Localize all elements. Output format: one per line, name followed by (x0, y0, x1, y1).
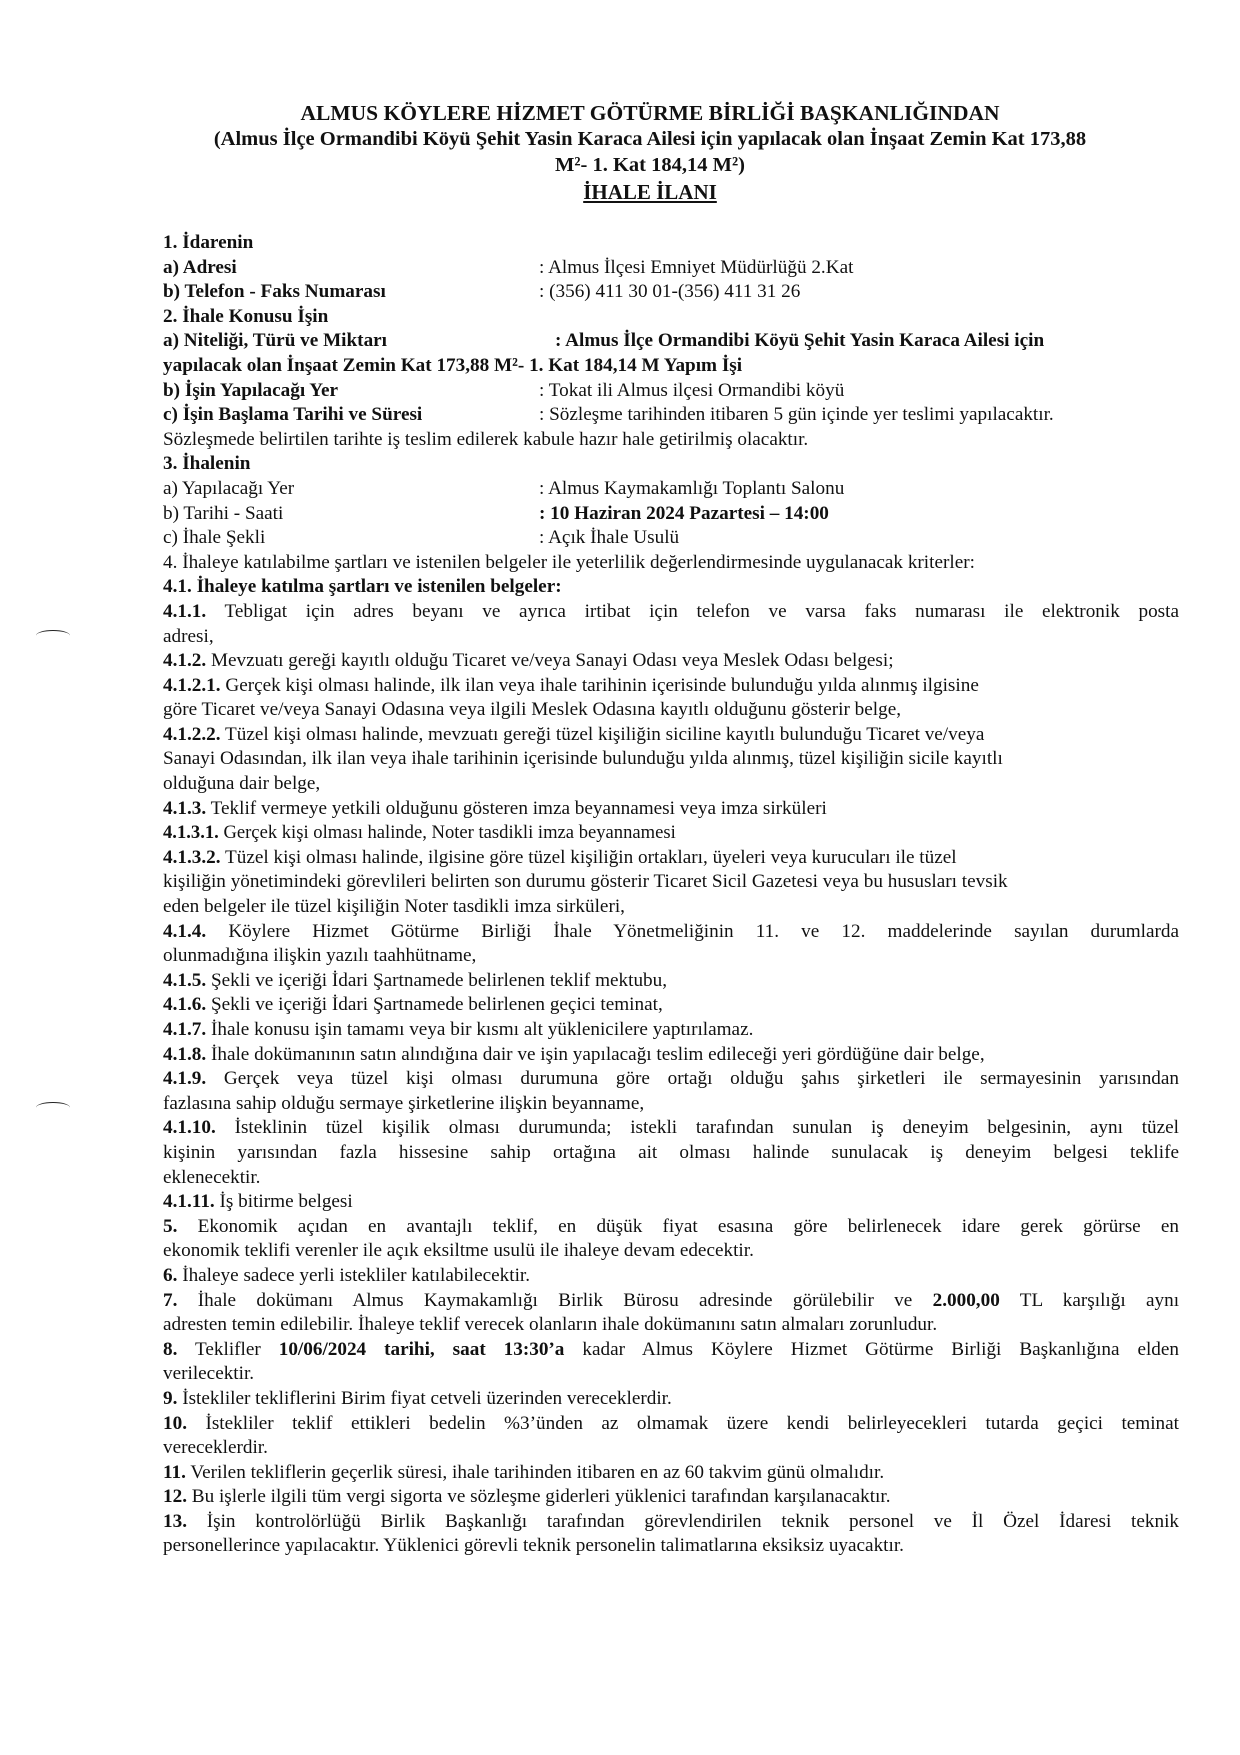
list-item (163, 1215, 1179, 1240)
list-item (163, 1289, 1179, 1314)
item-text: Şekli ve içeriği İdari Şartnamede belirlenen geçici teminat, (210, 994, 663, 1016)
item-number: 4.1.5. (163, 969, 207, 991)
item-number: 6. (163, 1264, 178, 1286)
section-intro: 4. İhaleye katılabilme şartları ve istenilen belgeler ile yeterlilik değerlendirmesinde uygulanacak kriterler: (163, 551, 975, 573)
item-number: 12. (163, 1486, 187, 1508)
item-text-cont: ekonomik teklifi verenler ile açık eksiltme usulü ile ihaleye devam edecektir. (163, 1240, 754, 1262)
item-text-cont: eklenecektir. (163, 1166, 261, 1188)
field-value-cont: Sözleşmede belirtilen tarihte iş teslim edilerek kabule hazır hale getirilmiş olacaktır. (163, 428, 809, 450)
item-text: İhale dokümanının satın alındığına dair ve işin yapılacağı teslim edileceği yeri gördüğüne dair belge, (210, 1043, 985, 1065)
list-item (163, 600, 1179, 625)
item-text-cont: olduğuna dair belge, (163, 773, 321, 795)
item-text: Şekli ve içeriği İdari Şartnamede belirlenen teklif mektubu, (210, 969, 668, 991)
item-number: 4.1.9. (163, 1068, 207, 1090)
field-value: : (356) 411 30 01-(356) 411 31 26 (539, 281, 801, 303)
item-number: 5. (163, 1215, 178, 1237)
list-item (163, 674, 1179, 699)
item-text: Tüzel kişi olması halinde, ilgisine göre tüzel kişiliğin ortakları, üyeleri veya kurucuları ile tüzel (225, 846, 957, 868)
list-item (163, 920, 1179, 945)
item-text: Tüzel kişi olması halinde, mevzuatı gereği tüzel kişiliğin siciline kayıtlı bulunduğu Ticaret ve/veya (225, 723, 985, 745)
item-text-cont: göre Ticaret ve/veya Sanayi Odasına veya ilgili Meslek Odasına kayıtlı olduğunu gösterir belge, (163, 699, 902, 721)
list-item (163, 1190, 1179, 1215)
item-number: 4.1.3.1. (163, 822, 219, 844)
list-item (163, 1338, 1179, 1363)
subject-line-cont: M²- 1. Kat 184,14 M²) (555, 154, 745, 176)
item-text: Verilen tekliflerin geçerlik süresi, ihale tarihinden itibaren en az 60 takvim günü olmalıdır. (190, 1461, 885, 1483)
list-item (163, 1043, 1179, 1068)
item-text: İhale konusu işin tamamı veya bir kısmı alt yüklenicilere yaptırılamaz. (210, 1019, 754, 1040)
field-row (163, 477, 1179, 502)
item-number: 9. (163, 1387, 178, 1409)
item-text: İstekliler tekliflerini Birim fiyat cetveli üzerinden vereceklerdir. (182, 1387, 672, 1409)
list-item (163, 649, 1179, 674)
item-text-cont: adresi, (163, 625, 214, 647)
field-label: b) Tarihi - Saati (163, 502, 284, 524)
item-text-cont: kişinin yarısından fazla hissesine sahip ortağına ait olması halinde sunulacak iş deneyim belgesi teklife (163, 1141, 1179, 1163)
item-number: 4.1.3. (163, 797, 207, 819)
field-label: a) Niteliği, Türü ve Miktarı (163, 330, 388, 352)
item-number: 4.1.10. (163, 1117, 216, 1139)
item-text-cont: kişiliğin yönetimindeki görevlileri belirten son durumu gösterir Ticaret Sicil Gazetesi veya bu hususları tevsik (163, 871, 1008, 893)
item-text-cont: verilecektir. (163, 1363, 255, 1385)
announcement-title: İHALE İLANI (583, 180, 717, 204)
deadline-date: 10/06/2024 tarihi, saat 13:30’a (278, 1338, 565, 1360)
item-text-cont: adresten temin edilebilir. İhaleye teklif verecek olanların ihale dokümanını satın almaları zorunludur. (163, 1314, 938, 1336)
field-row (163, 526, 1179, 551)
item-number: 4.1.6. (163, 994, 207, 1016)
field-label: a) Yapılacağı Yer (163, 477, 295, 499)
subsection-heading: 4.1. İhaleye katılma şartları ve istenilen belgeler: (163, 576, 562, 598)
item-number: 4.1.11. (163, 1191, 215, 1213)
field-label: c) İhale Şekli (163, 527, 266, 549)
item-text: Teklif vermeye yetkili olduğunu gösteren imza beyannamesi veya imza sirküleri (210, 797, 827, 819)
list-item (163, 993, 1179, 1018)
field-value: : Almus İlçesi Emniyet Müdürlüğü 2.Kat (539, 256, 854, 278)
item-text: Gerçek veya tüzel kişi olması durumuna göre ortağı olduğu şahıs şirketleri ile sermayesinin yarısından (223, 1068, 1179, 1090)
document-body (163, 231, 1179, 1559)
punch-hole-mark (36, 1102, 70, 1113)
list-item (163, 969, 1179, 994)
list-item (163, 1264, 1179, 1289)
section-heading: 3. İhalenin (163, 453, 251, 475)
fee-amount: 2.000,00 (932, 1289, 1000, 1311)
item-text: İstekliler teklif ettikleri bedelin %3’ünden az olmamak üzere kendi belirleyecekleri tutarda geçici teminat (205, 1412, 1179, 1434)
field-row (163, 502, 1179, 527)
field-row (163, 256, 1179, 281)
item-text: Teklifler (195, 1338, 261, 1360)
field-label: c) İşin Başlama Tarihi ve Süresi (163, 404, 423, 426)
item-text: İhaleye sadece yerli istekliler katılabilecektir. (182, 1264, 531, 1286)
punch-hole-mark (36, 630, 70, 641)
item-text: Ekonomik açıdan en avantajlı teklif, en düşük fiyat esasına göre belirlenecek idare gerek görürse en (197, 1215, 1179, 1237)
list-item (163, 797, 1179, 822)
field-value: : Açık İhale Usulü (539, 527, 680, 549)
item-number: 7. (163, 1289, 178, 1311)
item-number: 4.1.4. (163, 920, 207, 942)
item-text: kadar Almus Köylere Hizmet Götürme Birliği Başkanlığına elden (582, 1338, 1180, 1360)
list-item (163, 846, 1179, 871)
field-label: b) İşin Yapılacağı Yer (163, 379, 339, 401)
field-row (163, 379, 1179, 404)
field-row (163, 329, 1179, 354)
item-text: Köylere Hizmet Götürme Birliği İhale Yönetmeliğinin 11. ve 12. maddelerinde sayılan durumlarda (228, 920, 1180, 942)
item-number: 4.1.8. (163, 1043, 207, 1065)
subject-line: (Almus İlçe Ormandibi Köyü Şehit Yasin Karaca Ailesi için yapılacak olan İnşaat Zemin Kat 173,88 (213, 128, 1087, 150)
field-value-cont: yapılacak olan İnşaat Zemin Kat 173,88 M²- 1. Kat 184,14 M Yapım İşi (163, 354, 743, 376)
list-item (163, 1510, 1179, 1535)
field-row (163, 403, 1179, 428)
list-item (163, 1485, 1179, 1510)
item-text: Gerçek kişi olması halinde, ilk ilan veya ihale tarihinin içerisinde bulunduğu yılda alınmış ilgisine (225, 674, 979, 696)
field-row (163, 280, 1179, 305)
item-number: 10. (163, 1412, 187, 1434)
list-item (163, 1412, 1179, 1437)
item-text-cont: olunmadığına ilişkin yazılı taahhütname, (163, 945, 477, 967)
item-text-cont: fazlasına sahip olduğu sermaye şirketlerine ilişkin beyanname, (163, 1092, 645, 1114)
item-text-cont: eden belgeler ile tüzel kişiliğin Noter tasdikli imza sirküleri, (163, 896, 625, 918)
item-text: Bu işlerle ilgili tüm vergi sigorta ve sözleşme giderleri yüklenici tarafından karşılanacaktır. (191, 1486, 891, 1508)
field-value: : Tokat ili Almus ilçesi Ormandibi köyü (539, 379, 845, 401)
item-number: 4.1.2.1. (163, 674, 221, 696)
field-value: : Almus Kaymakamlığı Toplantı Salonu (539, 477, 845, 499)
item-text: Mevzuatı gereği kayıtlı olduğu Ticaret ve/veya Sanayi Odası veya Meslek Odası belgesi; (210, 650, 894, 672)
item-text: Tebligat için adres beyanı ve ayrıca irtibat için telefon ve varsa faks numarası ile elektronik posta (224, 600, 1179, 622)
item-text: İşin kontrolörlüğü Birlik Başkanlığı tarafından görevlendirilen teknik personel ve İl Özel İdaresi teknik (206, 1510, 1179, 1532)
item-text-cont: personellerince yapılacaktır. Yüklenici görevli teknik personelin talimatlarına eksiksiz uyacaktır. (163, 1535, 904, 1557)
item-text-cont: vereceklerdir. (163, 1437, 268, 1459)
list-item (163, 1018, 1179, 1043)
item-number: 4.1.2.2. (163, 723, 221, 745)
field-label: b) Telefon - Faks Numarası (163, 281, 386, 303)
item-text: TL karşılığı aynı (1019, 1289, 1180, 1311)
item-number: 4.1.7. (163, 1019, 207, 1040)
list-item (163, 821, 1179, 846)
list-item (163, 1461, 1179, 1486)
list-item (163, 1067, 1179, 1092)
section-heading: 2. İhale Konusu İşin (163, 305, 329, 327)
item-number: 4.1.1. (163, 600, 207, 622)
issuer-title: ALMUS KÖYLERE HİZMET GÖTÜRME BİRLİĞİ BAŞKANLIĞINDAN (300, 101, 1000, 125)
item-number: 8. (163, 1338, 178, 1360)
item-number: 4.1.2. (163, 650, 207, 672)
item-number: 4.1.3.2. (163, 846, 221, 868)
document-header (150, 100, 1150, 206)
item-number: 11. (163, 1461, 186, 1483)
section-heading: 1. İdarenin (163, 232, 254, 253)
list-item (163, 1387, 1179, 1412)
item-text: İş bitirme belgesi (219, 1191, 353, 1213)
item-text: İsteklinin tüzel kişilik olması durumunda; istekli tarafından sunulan iş deneyim belgesinin, aynı tüzel (234, 1117, 1180, 1139)
field-label: a) Adresi (163, 256, 237, 278)
item-text: Gerçek kişi olması halinde, Noter tasdikli imza beyannamesi (223, 822, 676, 844)
item-number: 13. (163, 1510, 187, 1532)
item-text: İhale dokümanı Almus Kaymakamlığı Birlik Bürosu adresinde görülebilir ve (197, 1289, 913, 1311)
item-text-cont: Sanayi Odasından, ilk ilan veya ihale tarihinin içerisinde bulunduğu yılda alınmış, tüzel kişiliğin sicile kayıtlı (163, 748, 1003, 770)
list-item (163, 723, 1179, 748)
field-value: : Sözleşme tarihinden itibaren 5 gün içinde yer teslimi yapılacaktır. (539, 404, 1054, 426)
field-value: : 10 Haziran 2024 Pazartesi – 14:00 (539, 502, 829, 524)
field-value: : Almus İlçe Ormandibi Köyü Şehit Yasin Karaca Ailesi için (555, 330, 1045, 352)
list-item (163, 1116, 1179, 1141)
